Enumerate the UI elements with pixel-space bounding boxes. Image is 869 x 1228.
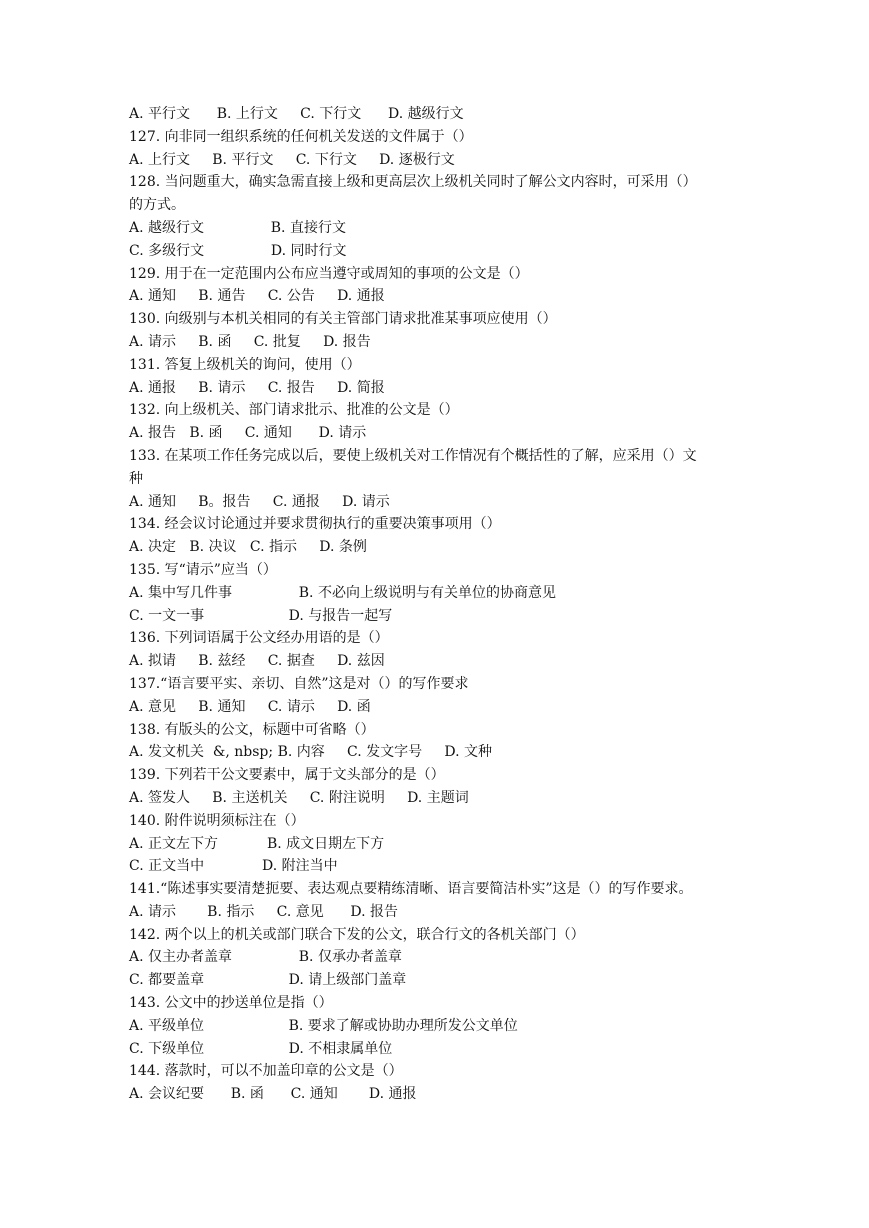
question-line-continued: 种 (129, 470, 143, 487)
option-line: A. 通知 B. 通告 C. 公告 D. 通报 (129, 288, 385, 305)
option-line: A. 集中写几件事 B. 不必向上级说明与有关单位的协商意见 (129, 584, 556, 601)
option-line: A. 报告 B. 函 C. 通知 D. 请示 (129, 425, 367, 442)
option-line: A. 发文机关 &, nbsp; B. 内容 C. 发文字号 D. 文种 (129, 744, 492, 761)
question-line: 127. 向非同一组织系统的任何机关发送的文件属于（） (129, 128, 473, 145)
question-line: 128. 当问题重大，确实急需直接上级和更高层次上级机关同时了解公文内容时，可采用（） (129, 174, 697, 191)
option-line: A. 请示 B. 函 C. 批复 D. 报告 (129, 333, 371, 350)
question-line: 141.“陈述事实要清楚扼要、表达观点要精练清晰、语言要简洁朴实”这是（）的写作要求。 (129, 881, 693, 898)
question-line: 134. 经会议讨论通过并要求贯彻执行的重要决策事项用（） (129, 516, 501, 533)
option-line: A. 正文左下方 B. 成文日期左下方 (129, 835, 385, 852)
question-line: 142. 两个以上的机关或部门联合下发的公文，联合行文的各机关部门（） (129, 926, 585, 943)
question-line: 133. 在某项工作任务完成以后，要使上级机关对工作情况有个概括性的了解，应采用（）文 (129, 447, 697, 464)
question-text-block (129, 103, 749, 1106)
option-line: C. 多级行文 D. 同时行文 (129, 242, 347, 259)
option-line: A. 越级行文 B. 直接行文 (129, 219, 346, 236)
question-line: 144. 落款时，可以不加盖印章的公文是（） (129, 1063, 403, 1080)
option-line: A. 平级单位 B. 要求了解或协助办理所发公文单位 (129, 1017, 518, 1034)
option-line: C. 正文当中 D. 附注当中 (129, 858, 338, 875)
question-line: 131. 答复上级机关的询问，使用（） (129, 356, 361, 373)
question-line: 132. 向上级机关、部门请求批示、批准的公文是（） (129, 402, 459, 419)
option-line: C. 一文一事 D. 与报告一起写 (129, 607, 393, 624)
option-line: C. 下级单位 D. 不相隶属单位 (129, 1040, 393, 1057)
option-line: A. 签发人 B. 主送机关 C. 附注说明 D. 主题词 (129, 789, 469, 806)
option-line: A. 决定 B. 决议 C. 指示 D. 条例 (129, 539, 367, 556)
question-line: 135. 写“请示”应当（） (129, 561, 277, 578)
question-line: 139. 下列若干公文要素中，属于文头部分的是（） (129, 767, 445, 784)
option-line: C. 都要盖章 D. 请上级部门盖章 (129, 972, 407, 989)
question-line: 140. 附件说明须标注在（） (129, 812, 305, 829)
option-line: A. 通报 B. 请示 C. 报告 D. 简报 (129, 379, 385, 396)
question-line: 130. 向级别与本机关相同的有关主管部门请求批准某事项应使用（） (129, 311, 557, 328)
option-line: A. 拟请 B. 兹经 C. 据查 D. 兹因 (129, 653, 385, 670)
option-line: A. 上行文 B. 平行文 C. 下行文 D. 逐极行文 (129, 151, 455, 168)
option-line: A. 仅主办者盖章 B. 仅承办者盖章 (129, 949, 402, 966)
option-line: A. 会议纪要 B. 函 C. 通知 D. 通报 (129, 1086, 417, 1103)
question-line: 137.“语言要平实、亲切、自然”这是对（）的写作要求 (129, 675, 469, 692)
question-line-continued: 的方式。 (129, 197, 185, 214)
question-line: 138. 有版头的公文，标题中可省略（） (129, 721, 375, 738)
option-line: A. 通知 B。报告 C. 通报 D. 请示 (129, 493, 390, 510)
question-line: 129. 用于在一定范围内公布应当遵守或周知的事项的公文是（） (129, 265, 529, 282)
option-line: A. 平行文 B. 上行文 C. 下行文 D. 越级行文 (129, 106, 464, 122)
option-line: A. 意见 B. 通知 C. 请示 D. 函 (129, 698, 371, 715)
question-line: 143. 公文中的抄送单位是指（） (129, 995, 333, 1012)
option-line: A. 请示 B. 指示 C. 意见 D. 报告 (129, 903, 399, 920)
question-line: 136. 下列词语属于公文经办用语的是（） (129, 630, 389, 647)
